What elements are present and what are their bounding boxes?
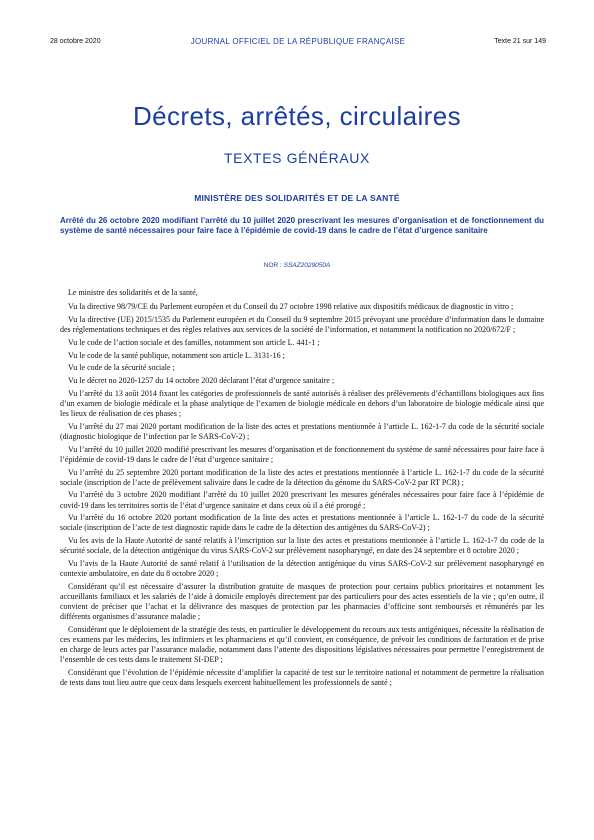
body-paragraph: Vu l’arrêté du 3 octobre 2020 modifiant l’arrêté du 10 juillet 2020 prescrivant les mesures générales nécessaires pour faire face à l’épidémie de covid-19 dans les territoires sortis de l’état d’urgence sanitaire et dans ceux où il a été prorogé ; [60, 490, 544, 510]
body-paragraph: Vu la directive (UE) 2015/1535 du Parlement européen et du Conseil du 9 septembre 2015 prévoyant une procédure d’information dans le domaine des réglementations techniques et des règles relatives aux services de la société de l’information, et notamment la notification no 2020/672/F ; [60, 314, 544, 334]
nor-label: NOR : [263, 262, 284, 269]
nor-value: SSAZ2029050A [283, 262, 331, 269]
body-paragraph: Vu le décret no 2020-1257 du 14 octobre 2020 déclarant l’état d’urgence sanitaire ; [68, 376, 335, 386]
page-header [50, 37, 546, 49]
text-reference: Texte 21 sur 149 [494, 38, 546, 45]
body-paragraph: Le ministre des solidarités et de la santé, [68, 288, 198, 297]
arrete-title: Arrêté du 26 octobre 2020 modifiant l’arrêté du 10 juillet 2020 prescrivant les mesures d’organisation et de fonctionnement du système de santé nécessaires pour faire face à l’épidémie de covid-19 dans le cadre de l’état d’urgence sanitaire [60, 216, 544, 235]
body-paragraph: Vu l’arrêté du 13 août 2014 fixant les catégories de professionnels de santé autorisés à réaliser des prélèvements d’échantillons biologiques aux fins d’un examen de biologie médicale et la phase analytique de l’examen de biologie médicale en dehors d’un laboratoire de biologie médicale ainsi que les lieux de réalisation de ces phases ; [60, 388, 544, 419]
body-paragraph: Considérant qu’il est nécessaire d’assurer la distribution gratuite de masques de protection pour certains publics prioritaires et notamment les accueillants familiaux et les salariés de l’aide à domicile employés directement par des particuliers pour des actes essentiels de la vie ; qu’en outre, il convient de préciser que l’achat et la délivrance des masques de protection par les pharmacies d’officine sont remboursés et rémunérés par les différents organismes d’assurance maladie ; [60, 581, 544, 622]
publication-date: 28 octobre 2020 [50, 38, 101, 45]
body-paragraph: Considérant que l’évolution de l’épidémie nécessite d’amplifier la capacité de test sur le territoire national et notamment de permettre la réalisation de tests dans tout lieu autre que ceux dans lesquels exercent habituellement les professionnels de santé ; [60, 668, 544, 688]
body-paragraph: Vu l’arrêté du 16 octobre 2020 portant modification de la liste des actes et prestations mentionnée à l’article L. 162-1-7 du code de la sécurité sociale (inscription de l’acte de test diagnostic rapide dans le cadre de la détection des antigènes du SARS-CoV-2) ; [60, 513, 544, 533]
page-title: Décrets, arrêtés, circulaires [132, 101, 462, 131]
nor-reference [0, 262, 594, 269]
body-paragraph: Vu le code de la sécurité sociale ; [68, 363, 175, 373]
body-paragraph: Vu l’arrêté du 25 septembre 2020 portant modification de la liste des actes et prestations mentionnée à l’article L. 162-1-7 du code de la sécurité sociale (inscription de l’acte de prélèvement salivaire dans le cadre de la détection du génome du SARS-CoV-2 par RT PCR) ; [60, 467, 544, 487]
body-paragraph: Vu le code de l’action sociale et des familles, notamment son article L. 441-1 ; [68, 337, 320, 347]
body-paragraph: Vu l’arrêté du 10 juillet 2020 modifié prescrivant les mesures d’organisation et de fonctionnement du système de santé nécessaires pour faire face à l’épidémie de covid-19 dans le cadre de l’état d’urgence sanitaire ; [60, 444, 544, 464]
body-paragraph: Considérant que le déploiement de la stratégie des tests, en particulier le développement du recours aux tests antigéniques, nécessite la réalisation de ces examens par les médecins, les infirmiers et les pharmaciens et qu’il convient, en conséquence, de prévoir les conditions de facturation et de prise en charge de leurs actes par l’assurance maladie, notamment dans l’attente des dispositions législatives nécessaires pour permettre l’enregistrement de l’ensemble de ces tests dans le traitement SI-DEP ; [60, 625, 544, 665]
body-paragraph: Vu la directive 98/79/CE du Parlement européen et du Conseil du 27 octobre 1998 relative aux dispositifs médicaux de diagnostic in vitro ; [68, 302, 514, 312]
body-paragraph: Vu l’avis de la Haute Autorité de santé relatif à l’utilisation de la détection antigénique du virus SARS-CoV-2 sur prélèvement nasopharyngé en contexte ambulatoire, en date du 8 octobre 2020 ; [60, 559, 544, 579]
journal-name: JOURNAL OFFICIEL DE LA RÉPUBLIQUE FRANÇAISE [190, 37, 406, 46]
body-paragraph: Vu l’arrêté du 27 mai 2020 portant modification de la liste des actes et prestations mentionnée à l’article L. 162-1-7 du code de la sécurité sociale (diagnostic biologique de l’infection par le SARS-CoV-2) ; [60, 421, 544, 441]
ministry-heading: MINISTÈRE DES SOLIDARITÉS ET DE LA SANTÉ [194, 193, 400, 203]
document-body [60, 288, 544, 691]
body-paragraph: Vu le code de la santé publique, notamment son article L. 3131-16 ; [68, 350, 285, 360]
body-paragraph: Vu les avis de la Haute Autorité de santé relatifs à l’inscription sur la liste des actes et prestations mentionnée à l’article L. 162-1-7 du code de la sécurité sociale, de la détection antigénique du virus SARS-CoV-2 sur prélèvement nasopharyngé, en date des 24 septembre et 8 octobre 2020 ; [60, 536, 544, 556]
section-heading: TEXTES GÉNÉRAUX [224, 150, 370, 166]
